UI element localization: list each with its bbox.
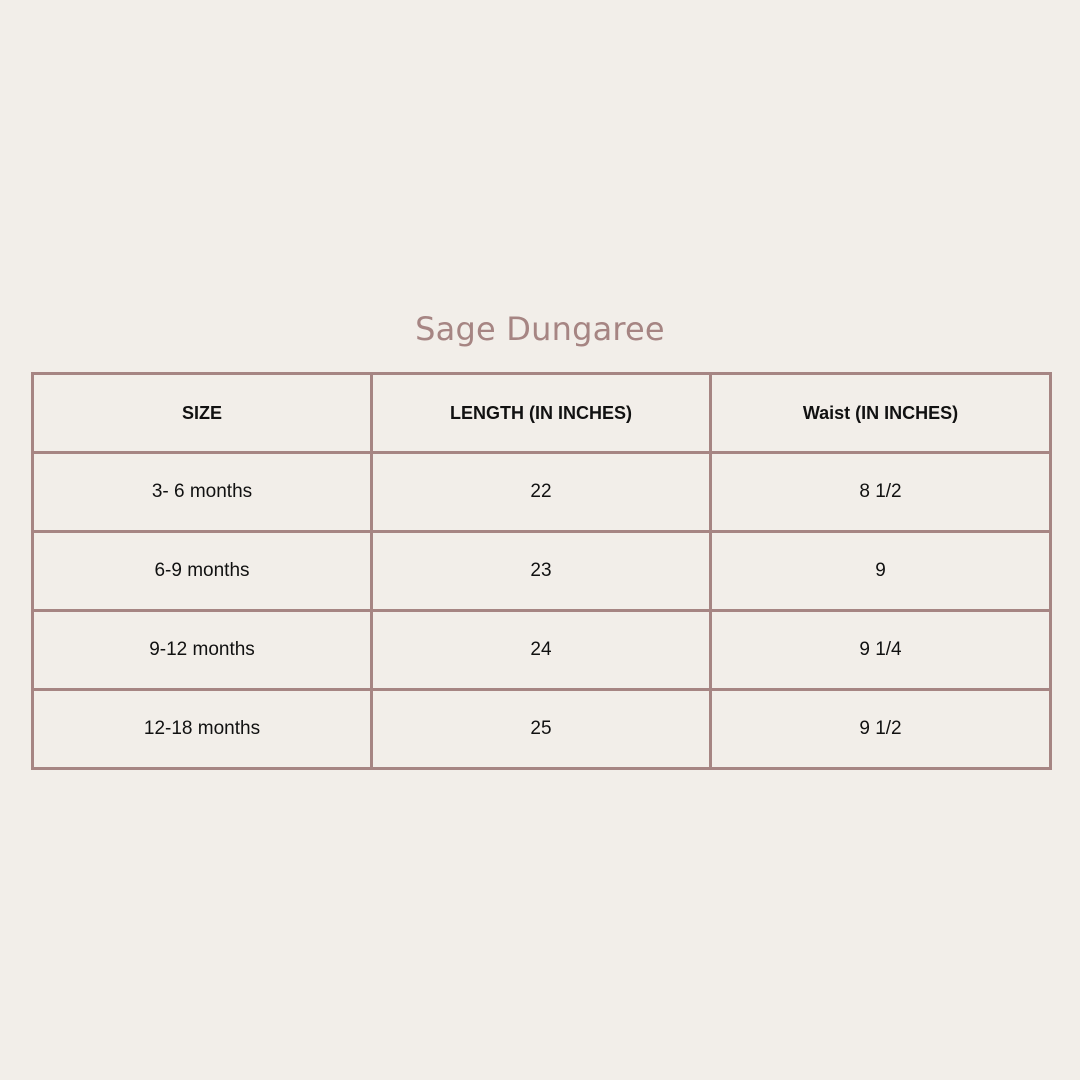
table-row — [33, 453, 1051, 532]
header-length: LENGTH (IN INCHES) — [372, 374, 711, 453]
cell-waist: 9 1/4 — [711, 611, 1051, 690]
cell-waist: 8 1/2 — [711, 453, 1051, 532]
page-title: Sage Dungaree — [415, 310, 665, 348]
cell-length: 25 — [372, 690, 711, 769]
cell-length: 23 — [372, 532, 711, 611]
table-row — [33, 611, 1051, 690]
header-waist: Waist (IN INCHES) — [711, 374, 1051, 453]
cell-size: 6-9 months — [33, 532, 372, 611]
cell-size: 9-12 months — [33, 611, 372, 690]
table-header-row — [33, 374, 1051, 453]
cell-length: 24 — [372, 611, 711, 690]
cell-waist: 9 1/2 — [711, 690, 1051, 769]
table-row — [33, 532, 1051, 611]
cell-length: 22 — [372, 453, 711, 532]
cell-size: 3- 6 months — [33, 453, 372, 532]
size-chart-table — [31, 372, 1052, 770]
cell-waist: 9 — [711, 532, 1051, 611]
cell-size: 12-18 months — [33, 690, 372, 769]
header-size: SIZE — [33, 374, 372, 453]
table-row — [33, 690, 1051, 769]
